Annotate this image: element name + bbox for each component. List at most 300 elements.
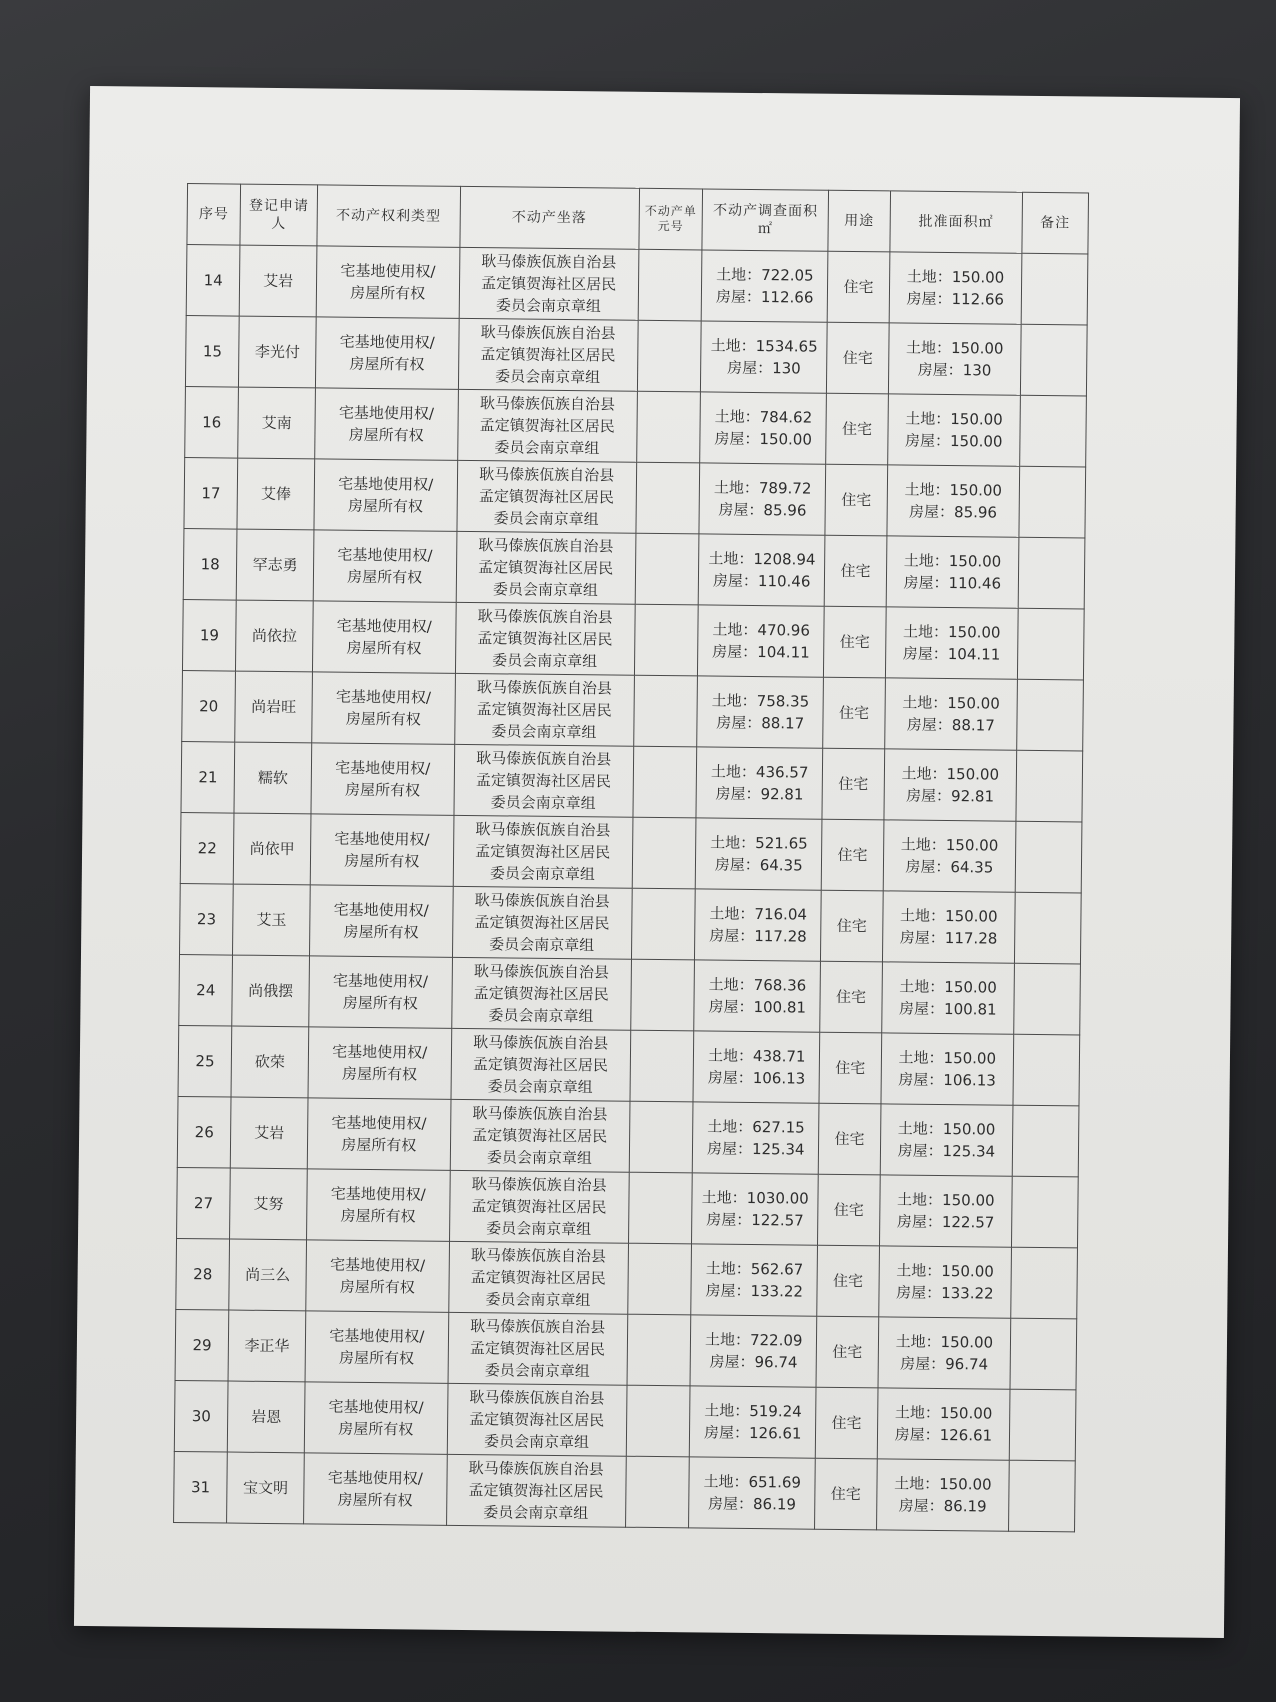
survey-area-cell bbox=[690, 1386, 816, 1458]
unit-no-cell bbox=[627, 1314, 692, 1386]
location-line: 耿马傣族佤族自治县 bbox=[479, 465, 615, 485]
seq-cell bbox=[180, 813, 234, 885]
approved-land-area: 土地：150.00 bbox=[903, 551, 1002, 571]
right-type-line: 宅基地使用权/ bbox=[334, 829, 430, 849]
table-row bbox=[174, 1451, 1076, 1531]
approved-area-cell bbox=[888, 323, 1021, 395]
applicant-name: 岩恩 bbox=[251, 1407, 282, 1427]
approved-house-area: 房屋：85.96 bbox=[908, 502, 998, 522]
remark-text bbox=[1025, 360, 1082, 361]
right-type-cell bbox=[306, 1169, 449, 1241]
unit-no-text bbox=[631, 1350, 686, 1351]
approved-house-area: 房屋：100.81 bbox=[899, 999, 997, 1019]
location-cell bbox=[458, 318, 638, 391]
right-type-line: 房屋所有权 bbox=[340, 1206, 416, 1226]
header-location: 不动产坐落 bbox=[460, 186, 640, 249]
location-line: 孟定镇贺海社区居民 bbox=[477, 629, 613, 649]
unit-no-cell bbox=[635, 462, 700, 534]
location-line: 耿马傣族佤族自治县 bbox=[470, 1246, 607, 1266]
seq-cell bbox=[184, 458, 238, 530]
usage-cell bbox=[824, 535, 887, 607]
approved-area-cell bbox=[883, 820, 1016, 892]
seq-text: 30 bbox=[191, 1407, 211, 1426]
survey-land-area: 土地：722.09 bbox=[704, 1330, 803, 1350]
unit-no-cell bbox=[633, 675, 698, 747]
right-type-line: 房屋所有权 bbox=[338, 1419, 414, 1439]
right-type-line: 房屋所有权 bbox=[338, 1348, 415, 1368]
location-line: 耿马傣族佤族自治县 bbox=[474, 891, 610, 911]
unit-no-text bbox=[643, 285, 698, 286]
approved-area-cell bbox=[888, 394, 1021, 466]
seq-text: 20 bbox=[199, 697, 219, 716]
survey-area-cell bbox=[698, 605, 824, 677]
remark-cell bbox=[1021, 253, 1088, 325]
location-line: 委员会南京章组 bbox=[486, 1148, 593, 1168]
applicant-name: 艾努 bbox=[253, 1194, 284, 1214]
right-type-line: 房屋所有权 bbox=[337, 1490, 413, 1510]
seq-text: 29 bbox=[192, 1336, 212, 1355]
approved-land-area: 土地：150.00 bbox=[897, 1119, 996, 1139]
header-right-type: 不动产权利类型 bbox=[317, 185, 460, 247]
survey-area-cell bbox=[689, 1457, 815, 1529]
table-row bbox=[179, 955, 1081, 1035]
right-type-cell bbox=[308, 1027, 451, 1099]
remark-text bbox=[1016, 1212, 1073, 1213]
unit-no-cell bbox=[638, 249, 703, 321]
header-row bbox=[187, 184, 1089, 254]
applicant-name: 艾岩 bbox=[254, 1123, 285, 1143]
approved-land-area: 土地：150.00 bbox=[896, 1261, 994, 1281]
unit-no-cell bbox=[626, 1385, 691, 1457]
right-type-line: 宅基地使用权/ bbox=[337, 545, 433, 565]
right-type-line: 宅基地使用权/ bbox=[330, 1184, 426, 1204]
usage-text: 住宅 bbox=[840, 561, 871, 581]
unit-no-text bbox=[634, 1137, 689, 1138]
right-type-line: 房屋所有权 bbox=[341, 1064, 418, 1084]
seq-cell bbox=[186, 245, 240, 317]
usage-text: 住宅 bbox=[841, 419, 873, 439]
survey-land-area: 土地：716.04 bbox=[709, 904, 808, 924]
remark-text bbox=[1024, 431, 1081, 432]
right-type-line: 宅基地使用权/ bbox=[329, 1326, 425, 1346]
right-type-line: 房屋所有权 bbox=[345, 709, 421, 729]
remark-text bbox=[1024, 502, 1081, 503]
usage-cell bbox=[821, 819, 884, 891]
applicant-cell bbox=[239, 316, 316, 388]
unit-no-text bbox=[634, 1066, 689, 1067]
remark-cell bbox=[1019, 466, 1086, 538]
location-line: 委员会南京章组 bbox=[495, 367, 601, 387]
approved-area-cell bbox=[879, 1175, 1012, 1247]
survey-house-area: 房屋：64.35 bbox=[714, 855, 803, 875]
seq-cell bbox=[177, 1096, 231, 1168]
table-row bbox=[177, 1096, 1079, 1176]
approved-house-area: 房屋：92.81 bbox=[906, 786, 995, 806]
applicant-cell bbox=[232, 955, 309, 1027]
location-cell bbox=[455, 602, 635, 675]
usage-cell bbox=[815, 1458, 878, 1530]
survey-house-area: 房屋：96.74 bbox=[709, 1352, 798, 1372]
unit-no-text bbox=[638, 711, 693, 712]
location-line: 委员会南京章组 bbox=[493, 509, 599, 529]
location-line: 孟定镇贺海社区居民 bbox=[472, 1055, 609, 1075]
unit-no-cell bbox=[630, 1030, 695, 1102]
table-row bbox=[183, 529, 1085, 609]
right-type-line: 房屋所有权 bbox=[347, 496, 424, 516]
unit-no-cell bbox=[633, 746, 698, 818]
usage-cell bbox=[821, 890, 884, 962]
approved-house-area: 房屋：88.17 bbox=[906, 715, 995, 735]
approved-land-area: 土地：150.00 bbox=[906, 267, 1005, 287]
right-type-cell bbox=[309, 956, 452, 1028]
survey-house-area: 房屋：126.61 bbox=[703, 1423, 802, 1443]
applicant-name: 李正华 bbox=[244, 1336, 290, 1356]
approved-land-area: 土地：150.00 bbox=[905, 409, 1003, 429]
right-type-line: 房屋所有权 bbox=[347, 567, 423, 587]
header-unit-no: 不动产单元号 bbox=[638, 188, 703, 250]
right-type-line: 宅基地使用权/ bbox=[328, 1397, 424, 1417]
survey-house-area: 房屋：110.46 bbox=[712, 571, 811, 591]
unit-no-text bbox=[636, 924, 691, 925]
right-type-line: 宅基地使用权/ bbox=[327, 1468, 423, 1488]
approved-area-cell bbox=[882, 962, 1015, 1034]
survey-land-area: 土地：758.35 bbox=[711, 691, 810, 711]
location-line: 孟定镇贺海社区居民 bbox=[473, 984, 609, 1004]
location-line: 委员会南京章组 bbox=[494, 438, 600, 458]
seq-text: 15 bbox=[202, 342, 223, 361]
right-type-line: 宅基地使用权/ bbox=[339, 332, 435, 352]
usage-text: 住宅 bbox=[838, 703, 870, 723]
approved-land-area: 土地：150.00 bbox=[902, 622, 1001, 642]
location-line: 委员会南京章组 bbox=[484, 1361, 590, 1381]
paper-sheet bbox=[74, 86, 1240, 1638]
table-row bbox=[178, 1026, 1080, 1106]
unit-no-cell bbox=[628, 1172, 693, 1244]
remark-text bbox=[1013, 1496, 1070, 1497]
unit-no-text bbox=[633, 1208, 688, 1209]
survey-house-area: 房屋：122.57 bbox=[706, 1210, 804, 1230]
survey-area-cell bbox=[692, 1173, 818, 1245]
survey-land-area: 土地：519.24 bbox=[704, 1401, 802, 1421]
approved-area-cell bbox=[889, 252, 1022, 324]
seq-cell bbox=[181, 742, 235, 814]
remark-text bbox=[1016, 1283, 1073, 1284]
location-line: 孟定镇贺海社区居民 bbox=[479, 416, 615, 436]
location-cell bbox=[447, 1383, 627, 1456]
location-line: 耿马傣族佤族自治县 bbox=[472, 1104, 608, 1124]
location-line: 委员会南京章组 bbox=[492, 580, 599, 600]
applicant-cell bbox=[228, 1381, 305, 1453]
unit-no-cell bbox=[625, 1456, 690, 1528]
seq-text: 23 bbox=[196, 910, 217, 929]
survey-area-cell bbox=[693, 1102, 819, 1174]
remark-text bbox=[1022, 644, 1079, 645]
usage-cell bbox=[819, 1032, 882, 1104]
survey-area-cell bbox=[694, 960, 820, 1032]
right-type-cell bbox=[309, 885, 452, 957]
right-type-cell bbox=[311, 743, 454, 815]
usage-text: 住宅 bbox=[835, 1058, 866, 1078]
survey-land-area: 土地：768.36 bbox=[708, 975, 807, 995]
location-line: 孟定镇贺海社区居民 bbox=[470, 1268, 606, 1288]
unit-no-text bbox=[637, 782, 692, 783]
remark-text bbox=[1017, 1141, 1074, 1142]
location-cell bbox=[454, 744, 634, 817]
right-type-line: 房屋所有权 bbox=[344, 780, 421, 800]
seq-cell bbox=[175, 1309, 229, 1381]
applicant-name: 艾南 bbox=[261, 413, 292, 433]
table-row bbox=[177, 1167, 1079, 1247]
seq-text: 22 bbox=[197, 839, 217, 858]
remark-cell bbox=[1014, 892, 1081, 964]
seq-text: 26 bbox=[194, 1123, 214, 1142]
usage-text: 住宅 bbox=[842, 348, 873, 368]
seq-text: 21 bbox=[198, 768, 218, 787]
usage-cell bbox=[826, 393, 889, 465]
seq-cell bbox=[174, 1380, 228, 1452]
right-type-cell bbox=[316, 246, 459, 318]
survey-house-area: 房屋：117.28 bbox=[709, 926, 807, 946]
location-cell bbox=[449, 1170, 629, 1243]
survey-land-area: 土地：1208.94 bbox=[708, 549, 816, 569]
unit-no-text bbox=[631, 1421, 686, 1422]
right-type-cell bbox=[304, 1382, 447, 1454]
unit-no-cell bbox=[629, 1101, 694, 1173]
survey-area-cell bbox=[699, 463, 825, 535]
usage-text: 住宅 bbox=[832, 1342, 863, 1362]
usage-cell bbox=[816, 1316, 879, 1388]
right-type-line: 房屋所有权 bbox=[343, 922, 419, 942]
survey-house-area: 房屋：133.22 bbox=[705, 1281, 804, 1301]
survey-area-cell bbox=[696, 747, 822, 819]
applicant-cell bbox=[233, 813, 310, 885]
location-cell bbox=[454, 673, 634, 746]
table-row bbox=[180, 813, 1082, 893]
unit-no-text bbox=[630, 1492, 685, 1493]
table-row bbox=[174, 1380, 1076, 1460]
usage-cell bbox=[822, 748, 885, 820]
remark-cell bbox=[1011, 1176, 1078, 1248]
applicant-name: 尚俄摆 bbox=[248, 981, 294, 1001]
right-type-cell bbox=[312, 601, 455, 673]
approved-area-cell bbox=[885, 607, 1018, 679]
usage-text: 住宅 bbox=[841, 490, 872, 510]
seq-text: 27 bbox=[193, 1194, 214, 1213]
approved-house-area: 房屋：126.61 bbox=[894, 1425, 993, 1445]
applicant-cell bbox=[237, 458, 314, 530]
right-type-cell bbox=[306, 1240, 449, 1312]
header-survey-area: 不动产调查面积㎡ bbox=[702, 189, 828, 251]
approved-area-cell bbox=[878, 1317, 1011, 1389]
right-type-line: 宅基地使用权/ bbox=[338, 403, 435, 423]
survey-house-area: 房屋：92.81 bbox=[715, 784, 804, 804]
right-type-line: 房屋所有权 bbox=[342, 993, 418, 1013]
usage-cell bbox=[820, 961, 883, 1033]
seq-cell bbox=[183, 529, 237, 601]
survey-area-cell bbox=[701, 321, 827, 393]
applicant-cell bbox=[238, 387, 315, 459]
right-type-cell bbox=[310, 814, 453, 886]
applicant-name: 艾俸 bbox=[260, 484, 292, 504]
location-line: 委员会南京章组 bbox=[490, 793, 596, 813]
remark-cell bbox=[1012, 1105, 1079, 1177]
survey-house-area: 房屋：104.11 bbox=[712, 642, 810, 662]
approved-area-cell bbox=[880, 1104, 1013, 1176]
location-line: 孟定镇贺海社区居民 bbox=[469, 1339, 606, 1359]
remark-text bbox=[1019, 928, 1076, 929]
seq-text: 17 bbox=[201, 484, 221, 503]
approved-house-area: 房屋：110.46 bbox=[903, 573, 1002, 593]
location-line: 孟定镇贺海社区居民 bbox=[476, 700, 612, 720]
seq-cell bbox=[176, 1238, 230, 1310]
seq-cell bbox=[182, 600, 236, 672]
applicant-cell bbox=[230, 1168, 307, 1240]
applicant-cell bbox=[228, 1310, 305, 1382]
location-line: 耿马傣族佤族自治县 bbox=[468, 1459, 604, 1479]
usage-text: 住宅 bbox=[838, 774, 869, 794]
location-line: 孟定镇贺海社区居民 bbox=[478, 487, 615, 507]
location-cell bbox=[457, 460, 637, 533]
unit-no-cell bbox=[627, 1243, 692, 1315]
approved-house-area: 房屋：104.11 bbox=[902, 644, 1001, 664]
applicant-cell bbox=[231, 1097, 308, 1169]
table-row bbox=[181, 742, 1083, 822]
approved-area-cell bbox=[881, 1033, 1014, 1105]
unit-no-cell bbox=[635, 533, 700, 605]
location-line: 孟定镇贺海社区居民 bbox=[472, 1126, 608, 1146]
seq-cell bbox=[174, 1451, 228, 1523]
remark-cell bbox=[1014, 963, 1081, 1035]
survey-house-area: 房屋：86.19 bbox=[707, 1494, 797, 1514]
applicant-name: 砍荣 bbox=[254, 1052, 286, 1072]
usage-text: 住宅 bbox=[831, 1413, 862, 1433]
right-type-cell bbox=[315, 388, 458, 460]
seq-text: 24 bbox=[196, 981, 216, 1000]
applicant-name: 宝文明 bbox=[242, 1478, 289, 1498]
survey-land-area: 土地：722.05 bbox=[716, 265, 814, 285]
seq-text: 19 bbox=[199, 626, 220, 645]
approved-land-area: 土地：150.00 bbox=[904, 480, 1003, 500]
survey-land-area: 土地：1030.00 bbox=[701, 1188, 809, 1208]
unit-no-cell bbox=[630, 959, 695, 1031]
right-type-cell bbox=[303, 1453, 446, 1525]
location-cell bbox=[459, 247, 639, 320]
table-row bbox=[185, 387, 1087, 467]
approved-house-area: 房屋：117.28 bbox=[899, 928, 998, 948]
header-remark: 备注 bbox=[1022, 192, 1089, 254]
location-line: 孟定镇贺海社区居民 bbox=[469, 1410, 605, 1430]
remark-text bbox=[1015, 1354, 1072, 1355]
usage-text: 住宅 bbox=[837, 845, 868, 865]
location-line: 委员会南京章组 bbox=[485, 1290, 591, 1310]
applicant-cell bbox=[231, 1026, 308, 1098]
applicant-cell bbox=[236, 600, 313, 672]
table-row bbox=[176, 1238, 1078, 1318]
right-type-line: 宅基地使用权/ bbox=[335, 687, 432, 707]
header-approved-area: 批准面积㎡ bbox=[890, 191, 1023, 253]
unit-no-text bbox=[637, 853, 692, 854]
header-applicant: 登记申请人 bbox=[240, 184, 317, 246]
table-row bbox=[180, 884, 1082, 964]
location-cell bbox=[446, 1454, 626, 1527]
location-cell bbox=[448, 1312, 628, 1385]
right-type-line: 宅基地使用权/ bbox=[335, 758, 431, 778]
location-cell bbox=[457, 389, 637, 462]
approved-land-area: 土地：150.00 bbox=[905, 338, 1004, 358]
survey-area-cell bbox=[691, 1244, 817, 1316]
unit-no-text bbox=[642, 356, 697, 357]
location-line: 委员会南京章组 bbox=[495, 296, 602, 316]
remark-cell bbox=[1017, 679, 1084, 751]
location-line: 委员会南京章组 bbox=[489, 864, 596, 884]
applicant-name: 尚三么 bbox=[245, 1265, 291, 1285]
applicant-cell bbox=[239, 245, 316, 317]
location-line: 耿马傣族佤族自治县 bbox=[475, 820, 611, 840]
approved-area-cell bbox=[876, 1459, 1009, 1531]
applicant-name: 尚依甲 bbox=[249, 839, 295, 859]
right-type-cell bbox=[315, 317, 458, 389]
remark-cell bbox=[1018, 537, 1085, 609]
unit-no-cell bbox=[637, 320, 702, 392]
remark-cell bbox=[1020, 395, 1087, 467]
location-line: 委员会南京章组 bbox=[489, 935, 595, 955]
applicant-cell bbox=[236, 529, 313, 601]
remark-text bbox=[1021, 786, 1078, 787]
remark-text bbox=[1020, 857, 1077, 858]
location-line: 孟定镇贺海社区居民 bbox=[481, 274, 617, 294]
survey-area-cell bbox=[696, 818, 822, 890]
remark-text bbox=[1014, 1425, 1071, 1426]
remark-text bbox=[1018, 1070, 1075, 1071]
remark-cell bbox=[1013, 1034, 1080, 1106]
usage-text: 住宅 bbox=[839, 632, 870, 652]
location-line: 耿马傣族佤族自治县 bbox=[470, 1317, 606, 1337]
survey-house-area: 房屋：125.34 bbox=[706, 1139, 805, 1159]
unit-no-cell bbox=[636, 391, 701, 463]
usage-text: 住宅 bbox=[835, 987, 867, 1007]
right-type-line: 房屋所有权 bbox=[341, 1135, 417, 1155]
header-seq: 序号 bbox=[187, 184, 241, 246]
table-row bbox=[185, 316, 1087, 396]
survey-area-cell bbox=[699, 534, 825, 606]
location-line: 耿马傣族佤族自治县 bbox=[477, 607, 613, 627]
seq-cell bbox=[180, 884, 234, 956]
approved-land-area: 土地：150.00 bbox=[894, 1403, 993, 1423]
table-row bbox=[186, 245, 1088, 325]
applicant-cell bbox=[234, 742, 311, 814]
applicant-cell bbox=[227, 1452, 304, 1524]
location-line: 孟定镇贺海社区居民 bbox=[474, 913, 610, 933]
right-type-line: 房屋所有权 bbox=[348, 425, 424, 445]
approved-house-area: 房屋：64.35 bbox=[905, 857, 994, 877]
location-line: 孟定镇贺海社区居民 bbox=[480, 345, 616, 365]
location-line: 孟定镇贺海社区居民 bbox=[475, 842, 611, 862]
location-line: 孟定镇贺海社区居民 bbox=[475, 771, 612, 791]
remark-cell bbox=[1015, 821, 1082, 893]
location-line: 耿马傣族佤族自治县 bbox=[469, 1388, 605, 1408]
applicant-name: 糯软 bbox=[257, 768, 289, 788]
usage-text: 住宅 bbox=[832, 1271, 864, 1291]
seq-cell bbox=[179, 955, 233, 1027]
location-line: 委员会南京章组 bbox=[492, 651, 598, 671]
usage-text: 住宅 bbox=[830, 1484, 861, 1504]
remark-cell bbox=[1020, 324, 1087, 396]
location-line: 耿马傣族佤族自治县 bbox=[476, 749, 612, 769]
seq-text: 18 bbox=[200, 555, 220, 574]
usage-text: 住宅 bbox=[834, 1129, 865, 1149]
approved-land-area: 土地：150.00 bbox=[899, 977, 997, 997]
approved-house-area: 房屋：130 bbox=[917, 360, 992, 380]
